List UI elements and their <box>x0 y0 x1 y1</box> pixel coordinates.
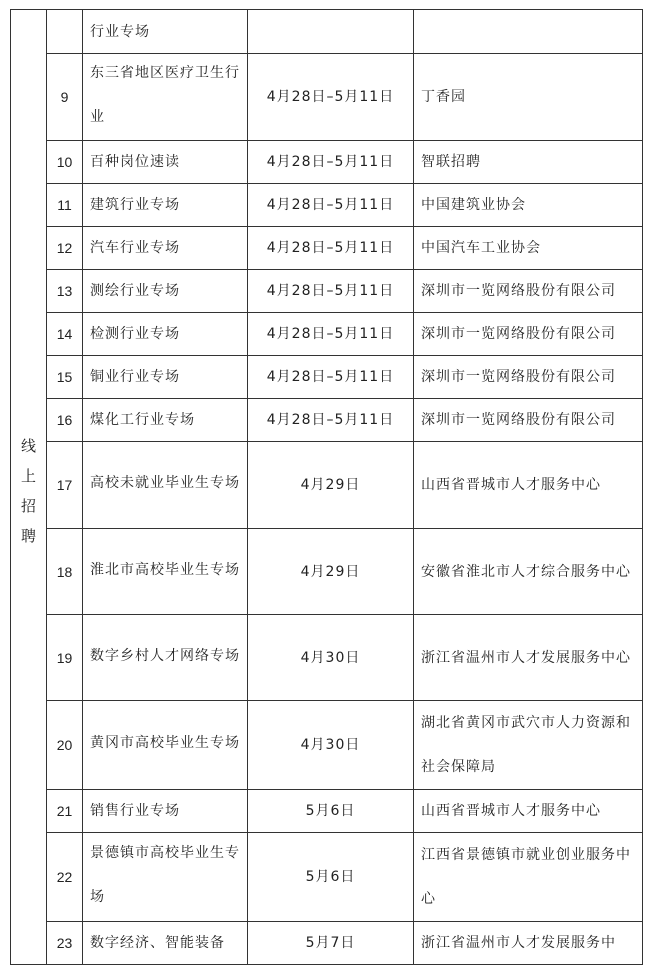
table-row <box>11 701 643 790</box>
name-text: 东三省地区医疗卫生行业 <box>90 65 240 125</box>
date-cell: 4月28日–5月11日 <box>248 184 414 227</box>
table-row <box>11 615 643 701</box>
name-cell: 行业专场 <box>83 10 248 54</box>
number-cell: 22 <box>47 833 83 922</box>
number-cell: 19 <box>47 615 83 701</box>
organizer-cell: 深圳市一览网络股份有限公司 <box>414 399 643 442</box>
date-cell: 4月28日–5月11日 <box>248 356 414 399</box>
number-cell: 17 <box>47 442 83 529</box>
table-row <box>11 399 643 442</box>
date-cell: 4月28日–5月11日 <box>248 227 414 270</box>
table-row <box>11 790 643 833</box>
number-cell: 11 <box>47 184 83 227</box>
date-cell: 5月7日 <box>248 922 414 965</box>
date-cell: 4月30日 <box>248 701 414 790</box>
organizer-cell: 深圳市一览网络股份有限公司 <box>414 356 643 399</box>
table-row <box>11 356 643 399</box>
table-row <box>11 442 643 529</box>
date-cell: 4月28日–5月11日 <box>248 313 414 356</box>
organizer-cell <box>414 615 643 701</box>
date-cell: 5月6日 <box>248 833 414 922</box>
name-cell: 汽车行业专场 <box>83 227 248 270</box>
name-text: 黄冈市高校毕业生专场 <box>90 735 240 751</box>
number-cell: 9 <box>47 54 83 141</box>
table-row <box>11 54 643 141</box>
category-cell <box>11 10 47 965</box>
table-row <box>11 227 643 270</box>
number-cell: 14 <box>47 313 83 356</box>
name-cell: 数字经济、智能装备 <box>83 922 248 965</box>
organizer-text: 安徽省淮北市人才综合服务中心 <box>421 563 631 580</box>
name-text: 高校未就业毕业生专场 <box>90 475 240 491</box>
date-cell: 4月28日–5月11日 <box>248 399 414 442</box>
name-cell <box>83 833 248 922</box>
date-cell <box>248 10 414 54</box>
category-label: 线上招聘 <box>20 437 36 545</box>
table-row <box>11 313 643 356</box>
organizer-text: 湖北省黄冈市武穴市人力资源和社会保障局 <box>421 715 631 775</box>
number-cell: 13 <box>47 270 83 313</box>
number-cell: 12 <box>47 227 83 270</box>
date-cell: 5月6日 <box>248 790 414 833</box>
organizer-cell: 深圳市一览网络股份有限公司 <box>414 270 643 313</box>
date-cell: 4月29日 <box>248 529 414 615</box>
number-cell <box>47 10 83 54</box>
number-cell: 18 <box>47 529 83 615</box>
organizer-cell: 山西省晋城市人才服务中心 <box>414 442 643 529</box>
table-row <box>11 10 643 54</box>
number-cell: 16 <box>47 399 83 442</box>
organizer-cell: 浙江省温州市人才发展服务中 <box>414 922 643 965</box>
number-cell: 20 <box>47 701 83 790</box>
name-text: 景德镇市高校毕业生专场 <box>90 845 240 905</box>
number-cell: 15 <box>47 356 83 399</box>
name-cell: 百种岗位速读 <box>83 141 248 184</box>
organizer-cell: 智联招聘 <box>414 141 643 184</box>
date-cell: 4月28日–5月11日 <box>248 270 414 313</box>
name-text: 数字乡村人才网络专场 <box>90 647 240 664</box>
date-cell: 4月28日–5月11日 <box>248 141 414 184</box>
number-cell: 23 <box>47 922 83 965</box>
organizer-cell <box>414 701 643 790</box>
name-cell: 销售行业专场 <box>83 790 248 833</box>
name-cell <box>83 54 248 141</box>
organizer-cell: 中国汽车工业协会 <box>414 227 643 270</box>
number-cell: 10 <box>47 141 83 184</box>
date-cell: 4月29日 <box>248 442 414 529</box>
organizer-cell <box>414 10 643 54</box>
number-cell: 21 <box>47 790 83 833</box>
organizer-cell: 中国建筑业协会 <box>414 184 643 227</box>
organizer-text: 江西省景德镇市就业创业服务中心 <box>421 847 631 907</box>
table-row <box>11 529 643 615</box>
table-row <box>11 141 643 184</box>
name-cell: 煤化工行业专场 <box>83 399 248 442</box>
name-cell: 测绘行业专场 <box>83 270 248 313</box>
table-row <box>11 184 643 227</box>
table-row <box>11 833 643 922</box>
organizer-text: 浙江省温州市人才发展服务中心 <box>421 649 631 666</box>
name-cell <box>83 615 248 701</box>
organizer-cell <box>414 833 643 922</box>
organizer-cell: 深圳市一览网络股份有限公司 <box>414 313 643 356</box>
organizer-cell: 山西省晋城市人才服务中心 <box>414 790 643 833</box>
organizer-cell: 丁香园 <box>414 54 643 141</box>
job-fair-table <box>10 9 643 965</box>
date-cell: 4月30日 <box>248 615 414 701</box>
table-row <box>11 922 643 965</box>
name-cell <box>83 701 248 790</box>
name-cell <box>83 529 248 615</box>
name-cell: 铜业行业专场 <box>83 356 248 399</box>
table-row <box>11 270 643 313</box>
name-cell: 检测行业专场 <box>83 313 248 356</box>
name-cell <box>83 442 248 529</box>
date-cell: 4月28日–5月11日 <box>248 54 414 141</box>
organizer-cell <box>414 529 643 615</box>
name-cell: 建筑行业专场 <box>83 184 248 227</box>
name-text: 淮北市高校毕业生专场 <box>90 561 240 578</box>
